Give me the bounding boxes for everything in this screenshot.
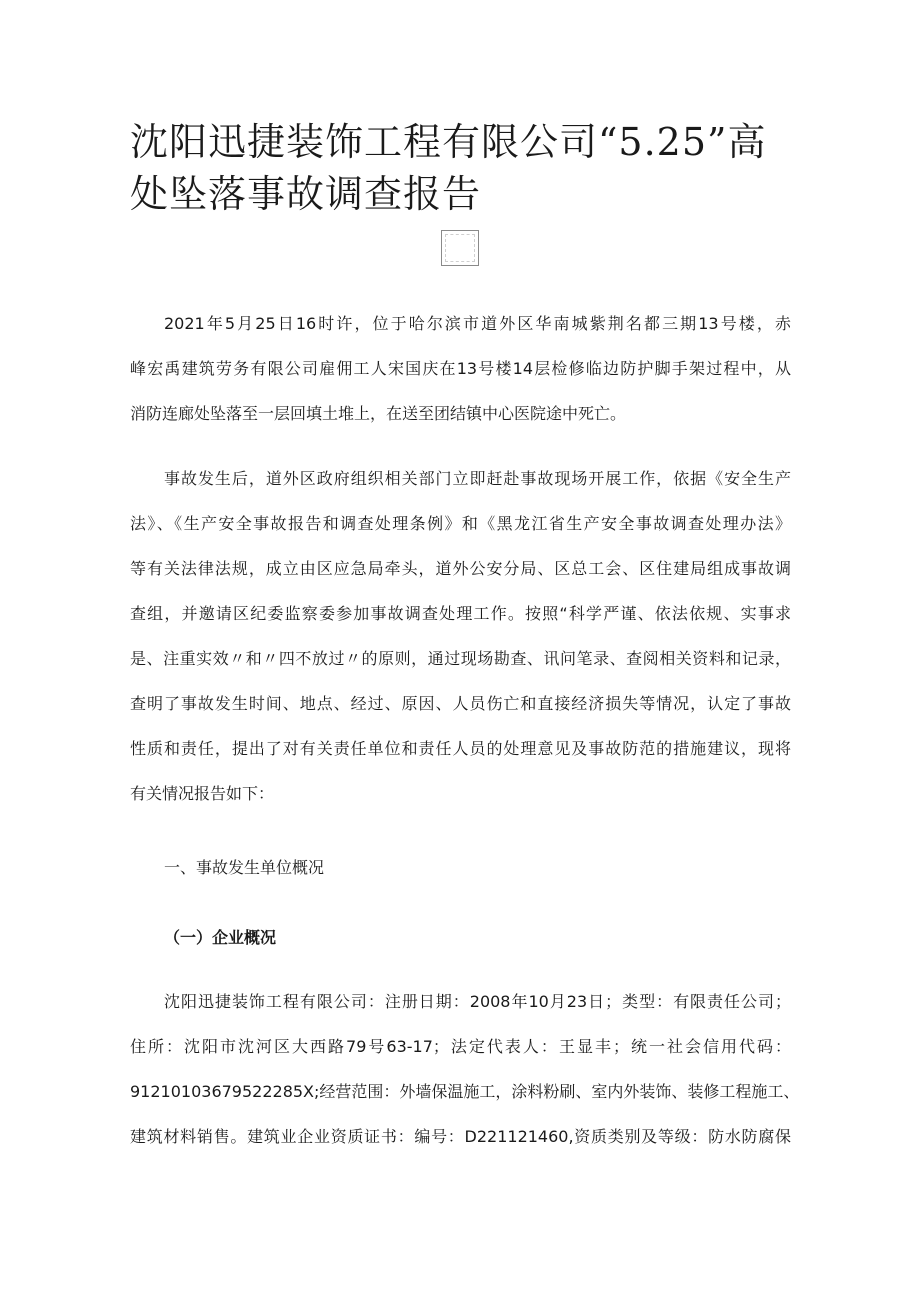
paragraph-2-line-5: 是、注重实效〃和〃四不放过〃的原则，通过现场勘查、讯问笔录、查阅相关资料和记录，: [130, 649, 791, 668]
paragraph-2-line-3: 等有关法律法规，成立由区应急局牵头，道外公安分局、区总工会、区住建局组成事故调: [130, 559, 791, 578]
image-placeholder-icon: [441, 230, 479, 266]
paragraph-1-line-2: 峰宏禹建筑劳务有限公司雇佣工人宋国庆在13号楼14层检修临边防护脚手架过程中，从: [130, 359, 791, 378]
paragraph-2-line-1: 事故发生后，道外区政府组织相关部门立即赶赴事故现场开展工作，依据《安全生产: [164, 469, 791, 488]
paragraph-1-line-1: 2021年5月25日16时许，位于哈尔滨市道外区华南城紫荆名都三期13号楼，赤: [164, 314, 791, 333]
subsection-1-heading: （一）企业概况: [164, 928, 277, 947]
title-line-1: 沈阳迅捷装饰工程有限公司“5.25”高: [130, 120, 767, 164]
paragraph-3-line-3: 91210103679522285X;经营范围：外墙保温施工，涂料粉刷、室内外装饰、装修工程施工、: [130, 1082, 800, 1101]
paragraph-3-line-4: 建筑材料销售。建筑业企业资质证书：编号：D221121460,资质类别及等级：防水防腐保: [130, 1127, 791, 1146]
paragraph-2-line-4: 查组，并邀请区纪委监察委参加事故调查处理工作。按照“科学严谨、依法依规、实事求: [130, 604, 791, 623]
paragraph-2-line-8: 有关情况报告如下：: [130, 784, 275, 803]
paragraph-2-line-2: 法》、《生产安全事故报告和调查处理条例》和《黑龙江省生产安全事故调查处理办法》: [130, 514, 791, 533]
section-1-heading: 一、事故发生单位概况: [164, 858, 325, 877]
paragraph-1-line-3: 消防连廊处坠落至一层回填土堆上，在送至团结镇中心医院途中死亡。: [130, 404, 627, 423]
title-line-2: 处坠落事故调查报告: [130, 172, 482, 216]
paragraph-2-line-6: 查明了事故发生时间、地点、经过、原因、人员伤亡和直接经济损失等情况，认定了事故: [130, 694, 791, 713]
paragraph-2-line-7: 性质和责任，提出了对有关责任单位和责任人员的处理意见及事故防范的措施建议，现将: [130, 739, 791, 758]
paragraph-3-line-2: 住所：沈阳市沈河区大西路79号63-17；法定代表人：王显丰；统一社会信用代码：: [130, 1037, 791, 1056]
document-title: [130, 116, 790, 220]
paragraph-3-line-1: 沈阳迅捷装饰工程有限公司：注册日期：2008年10月23日；类型：有限责任公司；: [164, 992, 791, 1011]
